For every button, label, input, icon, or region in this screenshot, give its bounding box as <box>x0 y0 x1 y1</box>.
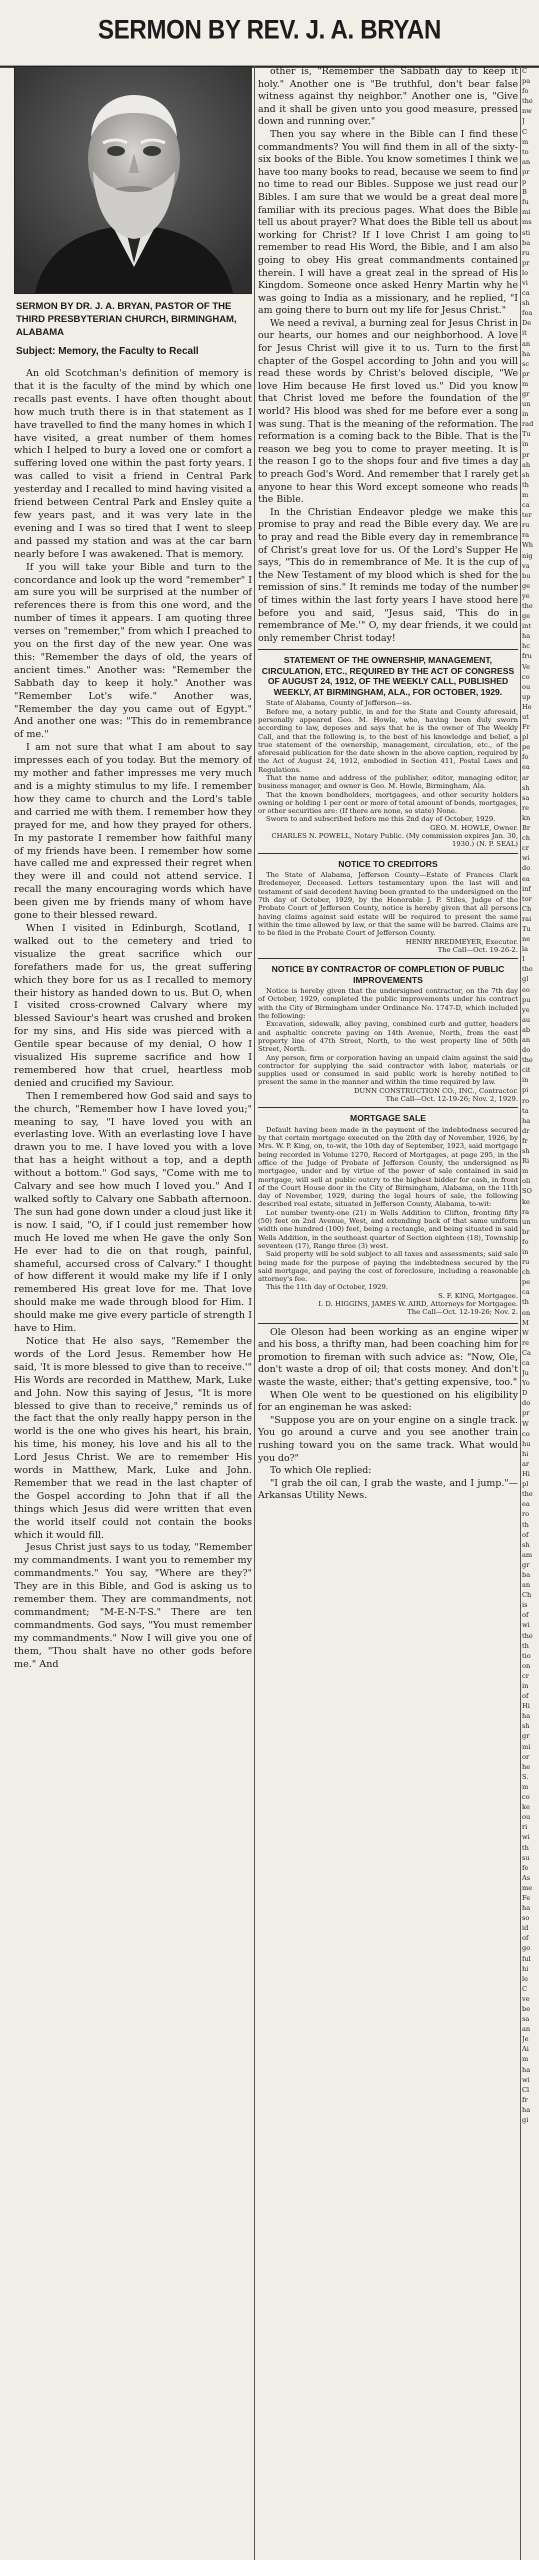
edge-text-fragment: ch <box>522 1268 530 1277</box>
edge-text-fragment: m <box>522 2055 529 2064</box>
edge-text-fragment: pi <box>522 1086 529 1095</box>
edge-text-fragment: M <box>522 1318 529 1327</box>
edge-text-fragment: ah <box>522 460 531 469</box>
edge-text-fragment: De <box>522 319 532 328</box>
edge-text-fragment: m <box>522 1782 529 1791</box>
paragraph: Notice that He also says, "Remember the words of the Lord Jesus. Remember how He said, 'It is more blessed to give than to receive.'" His Words are recorded in Matthew, Mark, Luke and John. Now this saying of Jesus, "It is more blessed to give than to receive," reminds us of the fact that the only really happy person in the world is the one who gives his heart, his brain, his time, his money, his love and his all to the Lord Jesus Christ. We are to remember His words in Matthew, Mark, Luke and John. Remember that we read in the last chapter of the Gospel according to John that if all the things which Jesus did were written that even the world itself could not contain the books which it would fill. <box>14 1335 252 1541</box>
edge-text-fragment: S. <box>522 1772 529 1781</box>
notice-paragraph: That the known bondholders, mortgagees, and other security holders owning or holding 1 per cent or more of total amount of bonds, mortgages, or other securities are: (If there are none, so state) None. <box>258 790 518 816</box>
edge-text-fragment: I <box>522 955 525 964</box>
edge-text-fragment: Fe <box>522 1893 531 1902</box>
paragraph: Then you say where in the Bible can I find these commandments? You will find them in all of the sixty-six books of the Bible. You know sometimes I think we have too many books to read, because we seem to find no time to read our Bibles. Suppose we just read our Bibles. I am sure that we would be a great deal more familiar with its precious pages. What does the Bible tell us about prayer? What does the Bible tell us about working for Christ? If I love Christ I am going to remember to read His Word, the Bible, and I am also going to obey His great commandments contained therein. I will have a great zeal in the spread of His Kingdom. Someone once asked Henry Martin why he was going to India as a missionary, and he replied, "I am going there to burn out my life for Jesus Christ." <box>258 128 518 317</box>
edge-text-fragment: Fr <box>522 723 530 732</box>
notice-signature: HENRY BREDMEYER, Executor. <box>405 937 518 946</box>
edge-text-fragment: pr <box>522 167 530 176</box>
edge-text-fragment: D <box>522 1389 528 1398</box>
edge-text-fragment: ha <box>522 2105 531 2114</box>
edge-text-fragment: Hi <box>522 1702 530 1711</box>
edge-text-fragment: do <box>522 1399 531 1408</box>
edge-text-fragment: fea <box>522 309 533 318</box>
edge-text-fragment: be <box>522 2005 531 2013</box>
edge-text-fragment: gr <box>522 1560 530 1569</box>
edge-text-fragment: eo <box>522 985 530 994</box>
edge-text-fragment: ge <box>522 612 531 621</box>
edge-text-fragment: an <box>522 1581 531 1590</box>
notice-paragraph: State of Alabama, County of Jefferson—ss. <box>266 699 412 708</box>
edge-text-fragment: Tu <box>522 924 531 933</box>
edge-text-fragment: ou <box>522 1813 531 1822</box>
edge-text-fragment: gr <box>522 390 530 398</box>
edge-text-fragment: ch <box>522 834 530 843</box>
edge-text-fragment: fo <box>522 753 529 762</box>
edge-text-fragment: wi <box>522 854 530 863</box>
edge-text-fragment: ye <box>522 591 530 600</box>
edge-text-fragment: the <box>522 965 533 974</box>
edge-text-fragment: the <box>522 1631 533 1640</box>
edge-text-fragment: ba <box>522 238 531 247</box>
edge-text-fragment: m <box>522 379 529 388</box>
edge-text-fragment: go <box>522 1944 531 1953</box>
edge-text-fragment: W <box>522 1328 529 1337</box>
edge-text-fragment: sh <box>522 1722 530 1731</box>
edge-text-fragment: gl <box>522 975 529 984</box>
edge-text-fragment: ru <box>522 248 530 257</box>
sermon-continuation <box>258 66 518 645</box>
edge-text-fragment: cr <box>522 1671 529 1680</box>
edge-text-fragment: su <box>522 1853 530 1862</box>
edge-text-fragment: in <box>522 1076 529 1085</box>
edge-text-fragment: mi <box>522 208 531 217</box>
edge-text-fragment: fr <box>522 2095 528 2104</box>
edge-text-fragment: le <box>522 1974 529 1983</box>
notice-title: NOTICE BY CONTRACTOR OF COMPLETION OF PUBLIC IMPROVEMENTS <box>271 964 505 985</box>
edge-text-fragment: ba <box>522 1570 531 1579</box>
ownership-statement <box>258 649 518 848</box>
edge-text-fragment: ha <box>522 1116 531 1125</box>
edge-text-fragment: Cl <box>522 2085 530 2094</box>
edge-text-fragment: He <box>522 702 532 711</box>
sermon-subject: Subject: Memory, the Faculty to Recall <box>16 346 199 357</box>
edge-text-fragment: inf <box>522 884 531 893</box>
edge-text-fragment: ha <box>522 632 531 641</box>
edge-text-fragment: pl <box>522 733 529 742</box>
edge-text-fragment: ra <box>522 531 530 540</box>
notice-title: STATEMENT OF THE OWNERSHIP, MANAGEMENT, CIRCULATION, ETC., REQUIRED BY THE ACT OF CONGRESS OF AUGUST 24, 1912, OF THE WEEKLY CALL, PUBLISHED WEEKLY, AT BIRMINGHAM, ALA., FOR OCTOBER, 1929. <box>261 655 515 697</box>
edge-text-fragment: co <box>522 672 530 681</box>
edge-text-fragment: do <box>522 1046 531 1055</box>
edge-text-fragment: C <box>522 67 528 75</box>
edge-text-fragment: va <box>522 561 530 570</box>
edge-text-fragment: m <box>522 490 529 499</box>
column-rule <box>254 66 255 2560</box>
edge-text-fragment: gr <box>522 1732 530 1741</box>
column-rule <box>520 66 521 2560</box>
edge-text-fragment: br <box>522 1227 530 1236</box>
edge-text-fragment: up <box>522 692 531 701</box>
paragraph: In the Christian Endeavor pledge we make this promise to pray and read the Bible every day. We are to pray and read the Bible every day in remembrance of Christ's great love for us. Of the Lord's Supper He says, "This do in remembrance of Me. It is the cup of the New Testament of my blood which is shed for the remission of sins." It reminds me today of the number of times within the last forty years I have stood here before you and said, "Jesus said, 'This do in remembrance of Me.'" O, my dear friends, it we could only remember Christ today! <box>258 506 518 644</box>
edge-text-fragment: pl <box>522 1480 529 1489</box>
edge-text-fragment: of <box>522 1934 529 1943</box>
edge-text-fragment: ha <box>522 349 531 358</box>
edge-text-fragment: Ju <box>522 1369 529 1378</box>
edge-text-fragment: ea <box>522 874 530 883</box>
edge-text-fragment: As <box>522 1873 531 1882</box>
edge-text-fragment: sh <box>522 1147 530 1156</box>
edge-text-fragment: pa <box>522 77 531 86</box>
edge-text-fragment: tor <box>522 894 532 903</box>
edge-text-fragment: ha <box>522 2065 531 2074</box>
edge-text-fragment: do <box>522 864 531 873</box>
portrait-photo <box>14 66 252 294</box>
edge-text-fragment: pr <box>522 1409 530 1418</box>
edge-text-fragment: rai <box>522 914 532 923</box>
edge-text-fragment: Ai <box>522 2045 529 2054</box>
headline: SERMON BY REV. J. A. BRYAN <box>0 0 539 68</box>
edge-text-fragment: sh <box>522 783 530 792</box>
edge-text-fragment: wi <box>522 2075 530 2084</box>
edge-text-fragment: pe <box>522 1278 531 1287</box>
edge-text-fragment: is <box>522 1601 528 1610</box>
edge-text-fragment: ca <box>522 1288 530 1297</box>
edge-text-fragment: the <box>522 1490 533 1499</box>
edge-text-fragment: W <box>522 1419 529 1428</box>
notice-paragraph: This the 11th day of October, 1929. <box>266 1283 388 1292</box>
edge-text-fragment: hi <box>522 1449 529 1458</box>
edge-text-fragment: ea <box>522 763 530 772</box>
edge-text-fragment: Ve <box>522 662 531 671</box>
edge-text-fragment: co <box>522 1429 530 1438</box>
notice-paragraph: Any person, firm or corporation having an unpaid claim against the said contractor for supplying the said contractor with labor, materials or supplies used or consumed in said public work is hereby notified to present the same in the manner and within the time required by law. <box>258 1053 518 1087</box>
edge-text-fragment: co <box>522 1793 530 1802</box>
paragraph: If you will take your Bible and turn to the concordance and look up the word "remember" I am sure you will be surprised at the number of references there is from this one word, and the number of times it appears. I am quoting three verses on "remember," from which I preached to you on the first day of the new year. One was this: "Remember the days of old, the years of ancient times." Another was: "Remember the Sabbath day to keep it holy." Another was "Remember Lot's wife." Another was, "Remember the day you came out of Egypt." And another one was: "This do in remembrance of me." <box>14 561 252 741</box>
edge-text-fragment: nig <box>522 551 533 560</box>
notice-signature: I. D. HIGGINS, JAMES W. AIRD, Attorneys for Mortgagee. <box>318 1300 518 1309</box>
edge-text-fragment: or <box>522 1752 530 1761</box>
edge-text-fragment: so <box>522 1914 530 1923</box>
edge-text-fragment: in <box>522 1682 529 1690</box>
right-edge-column <box>522 66 539 2560</box>
edge-text-fragment: au <box>522 1015 531 1024</box>
edge-text-fragment: nw <box>522 107 532 116</box>
edge-text-fragment: sh <box>522 1540 530 1549</box>
edge-text-fragment: fu <box>522 198 529 207</box>
edge-text-fragment: ful <box>522 1954 531 1963</box>
edge-text-fragment: m <box>522 1167 529 1176</box>
paragraph: "I grab the oil can, I grab the waste, and I jump."—Arkansas Utility News. <box>258 1477 518 1502</box>
ole-oleson-story <box>258 1323 518 1503</box>
edge-text-fragment: oli <box>522 1177 531 1186</box>
edge-text-fragment: an <box>522 1036 531 1044</box>
edge-text-fragment: Yo <box>522 1379 530 1388</box>
edge-text-fragment: B <box>522 188 527 197</box>
photo-caption: SERMON BY DR. J. A. BRYAN, PASTOR OF THE THIRD PRESBYTERIAN CHURCH, BIRMINGHAM, ALABAMA <box>16 301 237 338</box>
edge-text-fragment: of <box>522 1611 529 1620</box>
edge-text-fragment: pr <box>522 369 530 378</box>
edge-text-fragment: id <box>522 1924 529 1933</box>
edge-text-fragment: pr <box>522 450 530 459</box>
edge-text-fragment: fo <box>522 1237 529 1246</box>
notice-paragraph: Sworn to and subscribed before me this 2nd day of October, 1929. <box>266 815 496 824</box>
edge-text-fragment: SO <box>522 1187 532 1196</box>
edge-text-fragment: ms <box>522 218 532 227</box>
edge-text-fragment: wi <box>522 1621 530 1630</box>
edge-text-fragment: fr <box>522 1136 528 1145</box>
edge-text-fragment: mi <box>522 1742 531 1751</box>
edge-text-fragment: an <box>522 157 531 166</box>
notice-paragraph: The State of Alabama, Jefferson County—Estate of Frances Clark Bredemeyer, Deceased. Letters testamentary upon the last will and testament of said decedent having been granted to the undersigned on the 7th day of October, 1929, by the Honorable J. P. Stiles, Judge of the Probate Court of Jefferson County, notice is hereby given that all persons having claims against said estate will be required to present the same within the time allowed by law, or that the same will be barred. Claims are to be filed in the Probate Court of Jefferson County. <box>258 871 518 938</box>
edge-text-fragment: sa <box>522 2015 530 2024</box>
edge-text-fragment: Ch <box>522 1591 532 1600</box>
edge-text-fragment: in <box>522 1247 529 1256</box>
notice-signature: The Call—Oct. 12-19-26; Nov. 2, 1929. <box>385 1094 518 1103</box>
paragraph: Then I remembered how God said and says to the church, "Remember how I have loved you;" meaning to say, "I have loved you with an everlasting love. With an everlasting love I have drawn you to me. I have loved you with a love that has a height without a top, and a depth without a bottom." God says, "Come with me to Calvary and see how much I loved you." And I walked softly to Calvary one Sabbath afternoon. The sun had gone down under a cloud just like it is now. I said, "O, if I could just remember how much He loved me when He gave the only Son He ever had to die on that rough, painful, shameful, accursed cross of Calvary." I thought of how different it would make my life if I only remembered His great love for me. That love should make me wade through blood for Him. I should make me give every particle of strength I have to Him. <box>14 1090 252 1335</box>
notice-title: NOTICE TO CREDITORS <box>338 858 438 869</box>
edge-text-fragment: me <box>522 1883 533 1892</box>
edge-text-fragment: kn <box>522 813 531 822</box>
notice-paragraph: Notice is hereby given that the undersigned contractor, on the 7th day of October, 1929, completed the public improvements under his contract with the City of Birmingham under Ordinance No. 1747-D, which included the following: <box>258 987 518 1021</box>
paragraph: Ole Oleson had been working as an engine wiper and his boss, a thrifty man, had been coaching him for promotion to fireman with such advice as: "Now, Ole, don't waste a drop of oil; that costs money. And don't waste the waste, either; that's getting expensive, too." <box>258 1326 518 1388</box>
paragraph: other is, "Remember the Sabbath day to keep it holy." Another one is "Be truthful, don't bear false witness against thy neighbor." Another one is, "Give and it shall be given unto you good measure, pressed down and running over." <box>258 66 518 128</box>
edge-text-fragment: Ca <box>522 1348 531 1357</box>
left-body <box>14 368 252 1672</box>
edge-text-fragment: m <box>522 137 529 146</box>
edge-text-fragment: pe <box>522 743 531 752</box>
notice-signature: DUNN CONSTRUCTION CO., INC., Contractor. <box>353 1086 518 1095</box>
edge-text-fragment: Je <box>522 2035 529 2044</box>
edge-text-fragment: Ch <box>522 904 532 913</box>
paragraph: To which Ole replied: <box>270 1465 372 1477</box>
paragraph: Jesus Christ just says to us today, "Remember my commandments. I want you to remember my commandments." You say, "Where are they?" They are in this Bible, and God is asking us to remember them. They are commandments, not commandment; "M-E-N-T-S." There are ten commandments. God says, "You must remember my commandments." Now I will give you one of them, "Thou shalt have no other gods before me." And <box>14 1542 252 1670</box>
edge-text-fragment: pr <box>522 258 530 267</box>
edge-text-fragment: Br <box>522 824 530 833</box>
edge-text-fragment: la <box>522 945 529 954</box>
edge-text-fragment: fo <box>522 87 529 96</box>
edge-text-fragment: vi <box>522 278 528 287</box>
notice-paragraph: Said property will be sold subject to all taxes and assessments; said sale being made for the purpose of paying the indebtedness secured by the said mortgage, and paying the cost of foreclosure, including a reasonable attorney's fee. <box>258 1250 518 1284</box>
notice-paragraph: Default having been made in the payment of the indebtedness secured by that certain mortgage executed on the 20th day of November, 1926, by Mrs. W. P. King, on, to-wit, the 10th day of September, 1923, said mortgage being recorded in Volume 1270, Record of Mortgages, at page 295, in the office of the Judge of Probate of Jefferson County, the undersigned as mortgagee, under and by virtue of the power of sale contained in said mortgage, will sell at public outcry to the highest bidder for cash, in front of the Court House door in the City of Birmingham, Alabama, on the 11th day of November, 1929, during the legal hours of sale, the following described real estate, situated in Jefferson County, Alabama, to-wit: <box>258 1125 518 1209</box>
edge-text-fragment: ca <box>522 289 530 298</box>
edge-text-fragment: ke <box>522 1197 530 1206</box>
edge-text-fragment: ca <box>522 1359 530 1367</box>
edge-text-fragment: in <box>522 440 529 449</box>
edge-text-fragment: fe <box>522 1863 529 1872</box>
edge-text-fragment: ter <box>522 511 532 520</box>
edge-text-fragment: ro <box>522 1096 530 1105</box>
notice-signature: CHARLES N. POWELL, Notary Public. (My commission expires Jan. 30, 1930.) (N. P. SEAL) <box>271 832 518 849</box>
edge-text-fragment: C <box>522 1984 528 1993</box>
paragraph: We need a revival, a burning zeal for Jesus Christ in our hearts, our homes and our neighborhood. A love for Jesus Christ will give it to us. Turn to the first chapter of the Gospel according to John and you will read these words by Christ's beloved disciple, "We love Him because He first loved us." Did you know that Christ loved me before the foundation of the world? His blood was shed for me before ever a song was sung. That is the meaning of the reformation. The reformation is a coming back to the Bible. That is the reason we beg you to come to prayer meeting. It is the reason I go to the shops four and five times a day to preach God's Word. And remember that I rarely get anyone to hear this Word except someone who reads the Bible. <box>258 317 518 506</box>
edge-text-fragment: bu <box>522 571 531 580</box>
edge-text-fragment: an <box>522 339 531 348</box>
contractor-completion-notice <box>258 958 518 1103</box>
edge-text-fragment: dr <box>522 1126 530 1135</box>
edge-text-fragment: ke <box>522 1803 530 1812</box>
edge-text-fragment: ut <box>522 713 529 721</box>
notice-signature: S. F. KING, Mortgagee. <box>438 1291 518 1300</box>
edge-text-fragment: un <box>522 400 531 409</box>
left-column <box>14 66 252 2560</box>
notice-paragraph: That the name and address of the publisher, editor, managing editor, business manager, and owner is Geo. M. Howle, Birmingham, Ala. <box>258 773 518 791</box>
edge-text-fragment: ne <box>522 935 531 944</box>
edge-text-fragment: hi <box>522 1964 529 1973</box>
edge-text-fragment: th <box>522 480 529 489</box>
mortgage-sale-notice <box>258 1107 518 1316</box>
edge-text-fragment: ca <box>522 501 530 510</box>
edge-text-fragment: the <box>522 97 533 106</box>
notice-to-creditors <box>258 853 518 954</box>
edge-text-fragment: ru <box>522 1258 530 1267</box>
edge-text-fragment: cit <box>522 1066 531 1075</box>
edge-text-fragment: pu <box>522 995 531 1004</box>
paragraph: When I visited in Edinburgh, Scotland, I walked out to the cemetery and tried to visualize the great sacrifice which our forefathers made for us, the great suffering which they bore for us as I recalled to memory their history as handed down to us. But O, when I visited cross-crowned Calvary where my blessed Saviour's heart was crushed and broken for my sins, and His side was pierced with a Gentile spear because of my denial, O how I visualized His supreme sacrifice and how I remembered how that cruel, heartless mob denied and crucified my Saviour. <box>14 922 252 1089</box>
edge-text-fragment: lo <box>522 268 529 277</box>
edge-text-fragment: th <box>522 1520 529 1529</box>
notice-signature: GEO. M. HOWLE, Owner. <box>430 823 518 832</box>
edge-text-fragment: sc <box>522 359 530 368</box>
edge-text-fragment: cr <box>522 844 529 853</box>
edge-text-fragment: sti <box>522 228 531 237</box>
edge-text-fragment: Wh <box>522 541 534 550</box>
edge-text-fragment: ab <box>522 1025 531 1034</box>
edge-text-fragment: he <box>522 1762 531 1771</box>
edge-text-fragment: the <box>522 1056 533 1065</box>
paragraph: An old Scotchman's definition of memory is that it is the faculty of the mind by which one recalls past events. I have often thought about how much truth there is in that statement as I have travelled to find the many homes in which I have visited, a great number of them homes which I helped to bury a loved one or comfort a suffering loved one within the past forty years. I was called to visit a friend in Central Park yesterday and I recalled to mind having visited a friend between Central Park and Ensley quite a few years past, and it was very late in the evening and I was so tired that I went to sleep and passed my station and was at the car barn nearly before I was awakened. That is memory. <box>14 368 252 560</box>
edge-text-fragment: J <box>522 117 525 126</box>
edge-text-fragment: ve <box>522 1994 530 2003</box>
edge-text-fragment: C <box>522 127 528 136</box>
edge-text-fragment: ri <box>522 1823 528 1832</box>
edge-text-fragment: to <box>522 147 529 156</box>
edge-text-fragment: of <box>522 1692 529 1701</box>
edge-text-fragment: th <box>522 1641 529 1650</box>
edge-text-fragment: the <box>522 601 533 610</box>
notice-paragraph: Excavation, sidewalk, alley paving, combined curb and gutter, headers and asphaltic concrete paving on 14th Avenue, North, from the east property line of 47th Street, North, to the west property line of 50th Street, North. <box>258 1020 518 1054</box>
edge-text-fragment: re <box>522 1338 530 1347</box>
notice-paragraph: Lot number twenty-one (21) in Wells Addition to Clifton, fronting fifty (50) feet on 2nd Avenue, West, and extending back of that same uniform width one hundred (100) feet, being a rectangle, and being situated in said Wells Addition, in the southeast quarter of Section eighteen (18), Township seventeen (17), Range three (3) west. <box>258 1208 518 1250</box>
edge-text-fragment: tio <box>522 1651 531 1660</box>
edge-text-fragment: ha <box>522 1904 531 1913</box>
portrait-illustration <box>15 67 252 293</box>
edge-text-fragment: hc <box>522 642 530 651</box>
edge-text-fragment: wi <box>522 1833 530 1842</box>
notice-paragraph: Before me, a notary public, in and for the State and County aforesaid, personally appeared Geo. M. Howle, who, having been duly sworn according to law, deposes and says that he is the owner of The Weekly Call, and that the following is, to the best of his knowledge and belief, a true statement of the ownership, management, circulation, etc., of the aforesaid publication for the date shown in the above caption, required by the Act of August 24, 1912, embodied in Section 411, Postal Laws and Regulations. <box>258 707 518 774</box>
edge-text-fragment: th <box>522 1843 529 1852</box>
edge-text-fragment: ar <box>522 773 530 782</box>
edge-text-fragment: en <box>522 1308 531 1317</box>
edge-text-fragment: sh <box>522 470 530 479</box>
edge-text-fragment: ge <box>522 581 531 590</box>
edge-text-fragment: Hi <box>522 1470 530 1479</box>
edge-text-fragment: hu <box>522 1439 531 1448</box>
edge-text-fragment: ro <box>522 1510 530 1519</box>
edge-text-fragment: ra <box>522 1207 530 1216</box>
middle-column <box>258 66 518 2560</box>
edge-text-fragment: rad <box>522 420 534 429</box>
edge-text-fragment: am <box>522 1550 533 1559</box>
edge-text-fragment: int <box>522 622 532 631</box>
notice-signature: The Call—Oct. 12-19-26; Nov. 2. <box>407 1308 518 1317</box>
edge-text-fragment: ta <box>522 1106 529 1115</box>
edge-text-fragment: an <box>522 2025 531 2034</box>
edge-text-fragment: ar <box>522 1459 530 1468</box>
edge-text-fragment: fru <box>522 652 532 661</box>
edge-text-fragment: sa <box>522 793 530 802</box>
edge-text-fragment: gi <box>522 2116 529 2125</box>
paragraph: When Ole went to be questioned on his eligibility for an engineman he was asked: <box>258 1389 518 1414</box>
paragraph: "Suppose you are on your engine on a single track. You go around a curve and you see another train rushing toward you on the same track. What would you do?" <box>258 1414 518 1464</box>
notice-signature: The Call—Oct. 19-26-2. <box>437 945 518 954</box>
edge-text-fragment: on <box>522 1661 531 1670</box>
notice-title: MORTGAGE SALE <box>350 1113 426 1124</box>
edge-text-fragment: ou <box>522 682 531 691</box>
edge-text-fragment: th <box>522 1298 529 1307</box>
edge-text-fragment: Tu <box>522 430 531 439</box>
edge-text-fragment: Ri <box>522 1157 530 1166</box>
edge-text-fragment: ha <box>522 1712 531 1721</box>
edge-text-fragment: ru <box>522 521 530 530</box>
edge-text-fragment: ea <box>522 1500 530 1509</box>
edge-text-fragment: in <box>522 410 529 419</box>
edge-text-fragment: re <box>522 803 530 812</box>
edge-text-fragment: p <box>522 178 527 187</box>
edge-text-fragment: sh <box>522 299 530 308</box>
edge-text-fragment: it <box>522 329 527 338</box>
edge-text-fragment: ye <box>522 1005 530 1014</box>
edge-text-fragment: of <box>522 1530 529 1539</box>
paragraph: I am not sure that what I am about to say impresses each of you today. But the memory of my mother and father impresses me very much and is a mighty stimulus to my life. I remember how they came to church and the Lord's table and carried me with them. I remember how they prayed for me, and how they prayed for others. In my pastorate I remember how faithful many of my friends have been. I remember how some have called me and expressed their regret when they were ill and could not attend service. I recall the many encouraging words which have been given me by friends many of whom have gone to their blessed reward. <box>14 742 252 922</box>
edge-text-fragment: un <box>522 1217 531 1226</box>
